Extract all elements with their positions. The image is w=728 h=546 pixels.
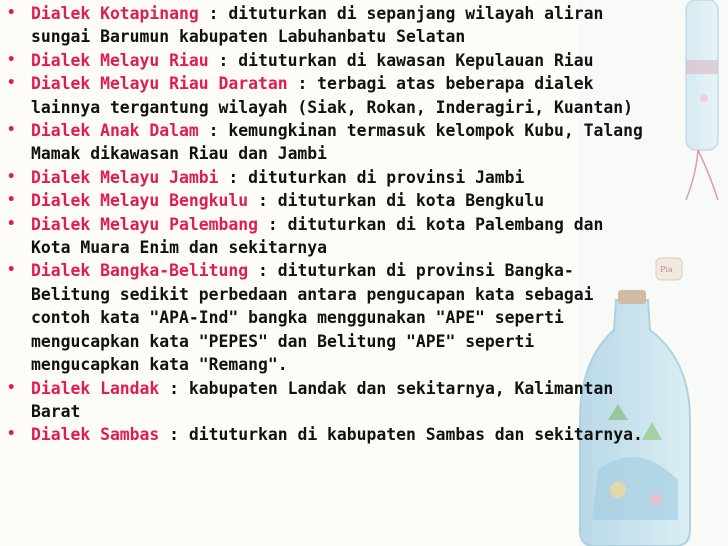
bullet: • bbox=[7, 122, 16, 139]
dialect-description: : terbagi atas beberapa dialek lainnya tergantung wilayah (Siak, Rokan, Inderagiri, Kuantan) bbox=[31, 74, 633, 117]
dialect-name: Dialek Melayu Riau Daratan bbox=[31, 74, 288, 94]
list-item bbox=[6, 166, 646, 189]
bullet: • bbox=[7, 5, 16, 21]
dialect-description: : dituturkan di kabupaten Sambas dan sekitarnya. bbox=[159, 425, 643, 445]
dialect-description: : kemungkinan termasuk kelompok Kubu, Talang Mamak dikawasan Riau dan Jambi bbox=[31, 121, 643, 164]
dialect-name: Dialek Sambas bbox=[31, 425, 160, 445]
bullet: • bbox=[7, 192, 16, 209]
list-item bbox=[6, 259, 646, 376]
bullet: • bbox=[7, 51, 16, 68]
list-item bbox=[6, 377, 646, 424]
dialect-name: Dialek Kotapinang bbox=[31, 4, 199, 23]
list-item bbox=[6, 72, 646, 119]
bullet: • bbox=[7, 379, 16, 396]
dialect-description: : dituturkan di provinsi Jambi bbox=[218, 167, 525, 187]
list-item bbox=[6, 213, 646, 260]
dialect-name: Dialek Melayu Bengkulu bbox=[31, 191, 249, 211]
list-item bbox=[6, 2, 646, 49]
dialect-name: Dialek Anak Dalam bbox=[31, 121, 199, 141]
dialect-name: Dialek Melayu Jambi bbox=[31, 167, 219, 187]
dialect-name: Dialek Melayu Palembang bbox=[31, 214, 258, 234]
dialect-name: Dialek Melayu Riau bbox=[31, 50, 209, 70]
list-item bbox=[6, 423, 646, 446]
dialect-name: Dialek Bangka-Belitung bbox=[31, 261, 249, 281]
dialect-description: : kabupaten Landak dan sekitarnya, Kalimantan Barat bbox=[31, 378, 614, 421]
dialect-description: : dituturkan di kawasan Kepulauan Riau bbox=[208, 50, 594, 70]
dialect-description: : dituturkan di provinsi Bangka-Belitung sedikit perbedaan antara pengucapan kata sebagai contoh kata "APA-Ind" bangka menggunakan "APE" seperti mengucapkan kata "PEPES" dan Belitung "APE" seperti mengucapkan kata "Remang". bbox=[31, 261, 594, 375]
bullet: • bbox=[7, 168, 16, 185]
list-item bbox=[6, 49, 646, 72]
bullet: • bbox=[7, 426, 16, 443]
dialect-description: : dituturkan di sepanjang wilayah aliran sungai Barumun kabupaten Labuhanbatu Selatan bbox=[31, 4, 604, 47]
list-item bbox=[6, 119, 646, 166]
bullet: • bbox=[7, 262, 16, 279]
dialect-description: : dituturkan di kota Bengkulu bbox=[248, 191, 545, 211]
dialect-list bbox=[6, 2, 646, 447]
list-item bbox=[6, 189, 646, 212]
bullet: • bbox=[7, 215, 16, 232]
dialect-description: : dituturkan di kota Palembang dan Kota Muara Enim dan sekitarnya bbox=[31, 214, 604, 258]
bullet: • bbox=[7, 75, 16, 92]
dialect-name: Dialek Landak bbox=[31, 378, 160, 398]
bottle-label: Pia bbox=[660, 265, 673, 274]
